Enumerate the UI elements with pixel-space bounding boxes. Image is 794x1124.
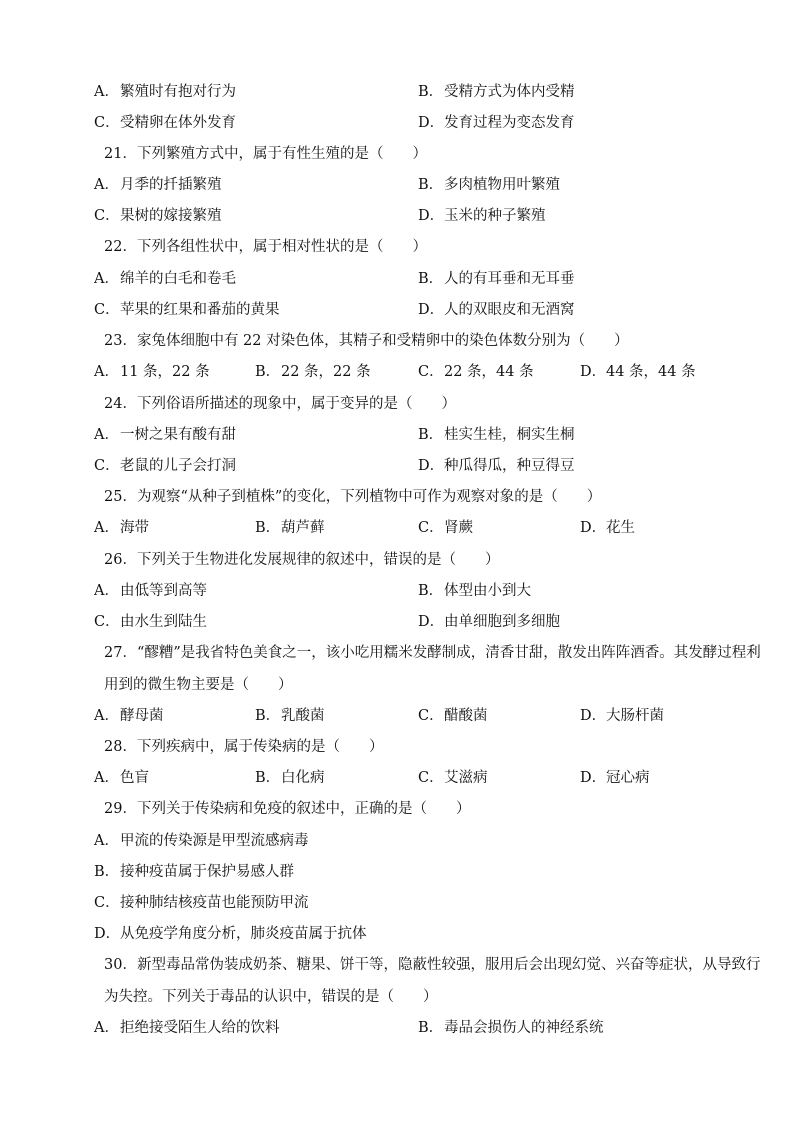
q20-option-a: A．繁殖时有抱对行为 [94,84,236,100]
q20-option-b: B．受精方式为体内受精 [418,84,575,100]
q22-option-a: A．绵羊的白毛和卷毛 [94,271,236,287]
q21-option-b: B．多肉植物用叶繁殖 [418,177,560,193]
q29-option-b: B．接种疫苗属于保护易感人群 [94,864,294,880]
q22-stem: 22．下列各组性状中，属于相对性状的是（ ） [104,239,427,255]
q24-option-a: A．一树之果有酸有甜 [94,427,236,443]
q30-stem: 30．新型毒品常伪装成奶茶、糖果、饼干等，隐蔽性较强，服用后会出现幻觉、兴奋等症状，从导致行为失控。下列关于毒品的认识中，错误的是（ ） [104,957,761,1005]
q21-option-a: A．月季的扦插繁殖 [94,177,222,193]
q27-option-c: C．醋酸菌 [418,708,488,724]
q27-option-d: D．大肠杆菌 [580,708,664,724]
q29-option-c: C．接种肺结核疫苗也能预防甲流 [94,895,309,911]
q24-stem: 24．下列俗语所描述的现象中，属于变异的是（ ） [104,396,456,412]
q27-option-b: B．乳酸菌 [255,708,325,724]
q30-option-a: A．拒绝接受陌生人给的饮料 [94,1020,280,1036]
q26-option-b: B．体型由小到大 [418,583,531,599]
q23-option-d: D．44 条，44 条 [580,364,696,380]
q29-option-a: A．甲流的传染源是甲型流感病毒 [94,833,309,849]
q24-option-d: D．种瓜得瓜，种豆得豆 [418,458,575,474]
q21-option-d: D．玉米的种子繁殖 [418,208,546,224]
q27-option-a: A．酵母菌 [94,708,164,724]
q27-stem: 27．“醪糟”是我省特色美食之一，该小吃用糯米发酵制成，清香甘甜，散发出阵阵酒香。其发酵过程利用到的微生物主要是（ ） [104,645,761,693]
q22-option-d: D．人的双眼皮和无酒窝 [418,302,575,318]
q26-option-d: D．由单细胞到多细胞 [418,614,560,630]
q25-option-b: B．葫芦藓 [255,520,325,536]
q25-option-c: C．肾蕨 [418,520,473,536]
q21-option-c: C．果树的嫁接繁殖 [94,208,222,224]
q28-option-c: C．艾滋病 [418,770,488,786]
q24-option-c: C．老鼠的儿子会打洞 [94,458,236,474]
q23-stem: 23．家兔体细胞中有 22 对染色体，其精子和受精卵中的染色体数分别为（ ） [104,333,629,349]
q26-option-a: A．由低等到高等 [94,583,207,599]
q26-stem: 26．下列关于生物进化发展规律的叙述中，错误的是（ ） [104,552,500,568]
q25-option-a: A．海带 [94,520,149,536]
q28-stem: 28．下列疾病中，属于传染病的是（ ） [104,739,384,755]
q22-option-c: C．苹果的红果和番茄的黄果 [94,302,280,318]
q29-stem: 29．下列关于传染病和免疫的叙述中，正确的是（ ） [104,801,471,817]
q29-option-d: D．从免疫学角度分析，肺炎疫苗属于抗体 [94,926,367,942]
q24-option-b: B．桂实生桂，桐实生桐 [418,427,575,443]
q23-option-c: C．22 条，44 条 [418,364,534,380]
q21-stem: 21．下列繁殖方式中，属于有性生殖的是（ ） [104,146,427,162]
q22-option-b: B．人的有耳垂和无耳垂 [418,271,575,287]
q20-option-d: D．发育过程为变态发育 [418,115,575,131]
q28-option-a: A．色盲 [94,770,149,786]
q26-option-c: C．由水生到陆生 [94,614,207,630]
q23-option-a: A．11 条，22 条 [94,364,210,380]
q30-option-b: B．毒品会损伤人的神经系统 [418,1020,604,1036]
q28-option-b: B．白化病 [255,770,325,786]
q25-option-d: D．花生 [580,520,635,536]
q25-stem: 25．为观察“从种子到植株”的变化，下列植物中可作为观察对象的是（ ） [104,489,602,505]
q20-option-c: C．受精卵在体外发育 [94,115,236,131]
q28-option-d: D．冠心病 [580,770,650,786]
q23-option-b: B．22 条，22 条 [255,364,371,380]
